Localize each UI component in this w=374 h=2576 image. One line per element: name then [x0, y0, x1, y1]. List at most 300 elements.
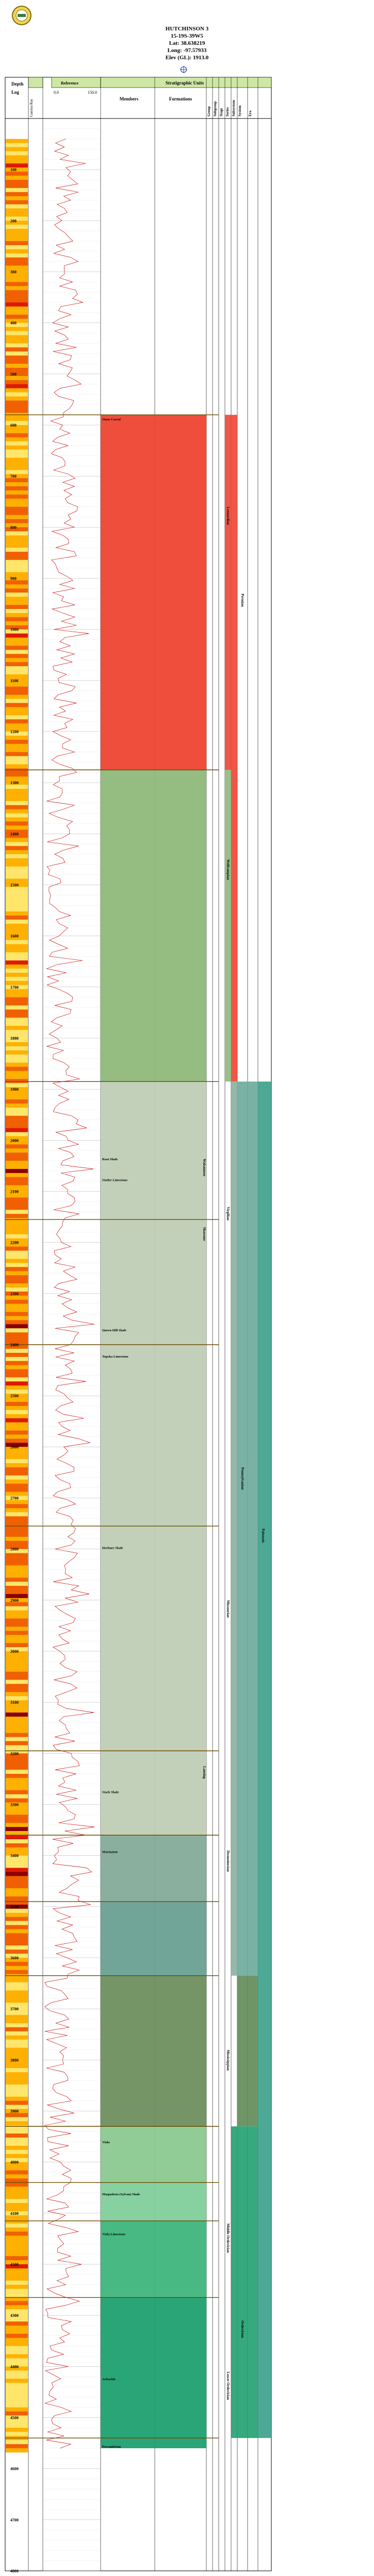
gamma-fill-2144: [6, 1214, 28, 1218]
formation-label-2: Lansing: [202, 1766, 206, 1779]
depth-label-400: 400: [10, 320, 17, 326]
gamma-fill-88: [6, 163, 28, 167]
gamma-fill-1168: [6, 715, 28, 719]
gamma-fill-2632: [6, 1463, 28, 1467]
gamma-fill-2544: [6, 1418, 28, 1422]
gamma-fill-3344: [6, 1827, 28, 1831]
gamma-fill-1960: [6, 1120, 28, 1124]
gamma-fill-4336: [6, 2334, 28, 2338]
gamma-fill-1984: [6, 1132, 28, 1136]
gamma-fill-3608: [6, 1962, 28, 1966]
gamma-fill-1912: [6, 1095, 28, 1099]
gamma-fill-1728: [6, 1002, 28, 1006]
gamma-fill-1560: [6, 916, 28, 920]
gamma-fill-1616: [6, 944, 28, 948]
gamma-fill-312: [6, 278, 28, 282]
gamma-fill-2904: [6, 1602, 28, 1606]
depth-label-2700: 2700: [10, 1496, 19, 1501]
gamma-fill-1232: [6, 748, 28, 752]
gamma-fill-1112: [6, 687, 28, 691]
rank-strip-6: [231, 2126, 258, 2438]
gamma-fill-920: [6, 588, 28, 592]
gamma-fill-3112: [6, 1708, 28, 1713]
depth-label-3400: 3400: [10, 1853, 19, 1858]
gamma-fill-1336: [6, 801, 28, 805]
gamma-fill-3632: [6, 1974, 28, 1978]
depth-label-4400: 4400: [10, 2364, 19, 2369]
gamma-fill-544: [6, 396, 28, 400]
formation-label-1: Shawnee: [202, 1227, 206, 1241]
gamma-fill-680: [6, 466, 28, 470]
series-label-3: Missourian: [226, 1600, 230, 1618]
gamma-fill-3720: [6, 2019, 28, 2023]
gamma-fill-1880: [6, 1079, 28, 1083]
gamma-fill-3680: [6, 1998, 28, 2003]
gamma-fill-1736: [6, 1006, 28, 1010]
gamma-fill-2480: [6, 1385, 28, 1389]
gamma-fill-1008: [6, 634, 28, 638]
gamma-fill-1352: [6, 809, 28, 814]
gamma-fill-2104: [6, 1193, 28, 1197]
gamma-fill-600: [6, 425, 28, 429]
gamma-fill-4080: [6, 2203, 28, 2207]
gamma-fill-2056: [6, 1169, 28, 1173]
well-latitude: Lat: 38.638219: [169, 40, 205, 46]
gamma-fill-792: [6, 523, 28, 527]
gamma-fill-1416: [6, 842, 28, 846]
gamma-fill-3472: [6, 1892, 28, 1896]
gamma-fill-2208: [6, 1247, 28, 1251]
members-header: Members: [119, 96, 139, 101]
gamma-fill-3064: [6, 1684, 28, 1688]
gamma-fill-2264: [6, 1275, 28, 1279]
gamma-fill-192: [6, 216, 28, 224]
depth-label-700: 700: [10, 474, 17, 479]
gamma-fill-2080: [6, 1181, 28, 1185]
gamma-fill-1056: [6, 658, 28, 662]
gr-max-label: 150.0: [88, 90, 97, 95]
gamma-fill-3144: [6, 1725, 28, 1729]
gamma-fill-4456: [6, 2395, 28, 2399]
rank-header-1: Subgroup: [213, 101, 217, 116]
gamma-fill-1216: [6, 740, 28, 744]
gamma-fill-3808: [6, 2064, 28, 2068]
depth-label-4700: 4700: [10, 2517, 19, 2522]
rank-header-5: System: [238, 105, 242, 116]
gamma-fill-2464: [6, 1377, 28, 1381]
gamma-fill-2728: [6, 1512, 28, 1516]
gamma-fill-3584: [6, 1950, 28, 1954]
gamma-fill-4232: [6, 2281, 28, 2285]
gamma-fill-184: [6, 212, 28, 216]
gamma-fill-904: [6, 580, 28, 584]
gamma-fill-1328: [6, 797, 28, 801]
gamma-fill-1512: [6, 891, 28, 895]
gamma-fill-376: [6, 311, 28, 315]
gamma-fill-2016: [6, 1148, 28, 1153]
gamma-fill-1280: [6, 772, 28, 776]
gamma-fill-776: [6, 515, 28, 519]
gamma-fill-4120: [6, 2224, 28, 2228]
gamma-fill-4448: [6, 2391, 28, 2395]
gamma-fill-848: [6, 552, 28, 556]
strat-unit-2: [101, 1081, 206, 1219]
depth-label-1100: 1100: [10, 678, 19, 683]
gamma-fill-2616: [6, 1455, 28, 1459]
gamma-fill-2576: [6, 1435, 28, 1439]
gamma-fill-616: [6, 433, 28, 437]
depth-label-1600: 1600: [10, 934, 19, 939]
gamma-fill-696: [6, 474, 28, 478]
gamma-fill-2032: [6, 1157, 28, 1161]
gamma-fill-1744: [6, 1009, 28, 1013]
gamma-fill-3328: [6, 1819, 28, 1823]
gamma-fill-1920: [6, 1099, 28, 1104]
gamma-fill-3376: [6, 1843, 28, 1848]
gamma-fill-2680: [6, 1488, 28, 1492]
gamma-fill-1448: [6, 858, 28, 862]
member-label-12: Precambrian: [102, 2445, 121, 2449]
gamma-fill-4112: [6, 2219, 28, 2224]
depth-label-2800: 2800: [10, 1547, 19, 1552]
gamma-fill-3624: [6, 1970, 28, 1974]
member-label-7: Marmaton: [102, 1850, 118, 1854]
gamma-fill-2304: [6, 1296, 28, 1300]
gamma-fill-1256: [6, 760, 28, 765]
rank-strip-4: [237, 1081, 258, 1975]
depth-label-1800: 1800: [10, 1036, 19, 1041]
gamma-fill-2864: [6, 1582, 28, 1586]
gamma-fill-2536: [6, 1414, 28, 1418]
gamma-fill-520: [6, 384, 28, 388]
gamma-fill-1304: [6, 785, 28, 789]
gamma-fill-800: [6, 527, 28, 531]
gamma-fill-1344: [6, 805, 28, 809]
gamma-fill-672: [6, 462, 28, 466]
gamma-fill-2376: [6, 1332, 28, 1336]
gamma-fill-2960: [6, 1631, 28, 1635]
gamma-fill-4480: [6, 2408, 28, 2412]
gamma-fill-2832: [6, 1565, 28, 1569]
depth-label-1700: 1700: [10, 985, 19, 990]
gamma-fill-3416: [6, 1864, 28, 1868]
gamma-fill-3312: [6, 1810, 28, 1815]
series-label-7: Lower Ordovician: [226, 2371, 230, 2400]
gamma-fill-3368: [6, 1839, 28, 1843]
gamma-fill-3464: [6, 1888, 28, 1892]
gamma-fill-1272: [6, 768, 28, 772]
gamma-fill-2944: [6, 1622, 28, 1626]
depth-label-600: 600: [10, 423, 17, 428]
gamma-fill-4512: [6, 2424, 28, 2428]
gamma-fill-1240: [6, 752, 28, 756]
gamma-fill-4384: [6, 2358, 28, 2362]
gamma-fill-2216: [6, 1251, 28, 1255]
depth-label-1300: 1300: [10, 781, 19, 786]
gamma-fill-224: [6, 233, 28, 237]
series-label-5: Mississippian: [226, 2049, 230, 2071]
gamma-fill-264: [6, 253, 28, 258]
gamma-fill-3712: [6, 2015, 28, 2019]
gamma-fill-2560: [6, 1427, 28, 1431]
gamma-fill-1480: [6, 875, 28, 879]
gamma-fill-296: [6, 270, 28, 274]
rank-strip-7: [258, 1081, 271, 2438]
gamma-fill-1040: [6, 650, 28, 654]
gamma-fill-2256: [6, 1271, 28, 1275]
gamma-fill-2248: [6, 1267, 28, 1271]
gamma-fill-3304: [6, 1806, 28, 1810]
gamma-fill-536: [6, 393, 28, 397]
gamma-fill-1904: [6, 1091, 28, 1095]
series-label-1: Wolfcampian: [226, 859, 230, 880]
gamma-fill-1624: [6, 948, 28, 952]
gamma-fill-3384: [6, 1848, 28, 1852]
depth-label-1500: 1500: [10, 883, 19, 888]
formation-label-0: Wabaunsee: [202, 1159, 206, 1177]
gamma-fill-1048: [6, 654, 28, 658]
depth-label-2600: 2600: [10, 1445, 19, 1450]
gamma-fill-3872: [6, 2097, 28, 2101]
gamma-fill-2176: [6, 1230, 28, 1234]
depth-label-200: 200: [10, 218, 17, 224]
gamma-fill-2416: [6, 1353, 28, 1357]
gamma-fill-632: [6, 442, 28, 446]
gamma-fill-2336: [6, 1312, 28, 1316]
gamma-fill-4544: [6, 2440, 28, 2444]
gamma-fill-2776: [6, 1537, 28, 1541]
gamma-fill-1136: [6, 699, 28, 703]
gamma-fill-2152: [6, 1218, 28, 1222]
gamma-fill-3856: [6, 2089, 28, 2093]
gamma-fill-240: [6, 241, 28, 245]
gamma-fill-3664: [6, 1990, 28, 1994]
gamma-fill-1520: [6, 895, 28, 899]
gamma-fill-480: [6, 364, 28, 368]
gamma-fill-288: [6, 266, 28, 270]
gamma-fill-2072: [6, 1177, 28, 1181]
gamma-fill-704: [6, 478, 28, 482]
gamma-fill-3008: [6, 1655, 28, 1659]
gamma-fill-1464: [6, 867, 28, 871]
member-label-10: Viola Limestone: [102, 2232, 126, 2236]
gamma-fill-1640: [6, 956, 28, 960]
rank-header-6: Era: [248, 110, 252, 116]
gamma-fill-120: [6, 180, 28, 184]
gamma-fill-176: [6, 209, 28, 213]
gamma-fill-1752: [6, 1013, 28, 1018]
gamma-fill-1160: [6, 711, 28, 715]
gamma-fill-744: [6, 499, 28, 503]
gamma-fill-320: [6, 282, 28, 286]
gamma-fill-112: [6, 176, 28, 180]
strat-unit-5: [101, 1526, 206, 1751]
depth-label-4500: 4500: [10, 2415, 19, 2420]
gamma-fill-3656: [6, 1987, 28, 1991]
well-name: HUTCHINSON 3: [165, 26, 209, 32]
gamma-fill-1584: [6, 928, 28, 932]
gamma-fill-3024: [6, 1664, 28, 1668]
gamma-fill-4184: [6, 2256, 28, 2260]
gamma-fill-280: [6, 262, 28, 266]
depth-label-3600: 3600: [10, 1956, 19, 1960]
gamma-fill-3176: [6, 1741, 28, 1745]
gamma-fill-2816: [6, 1557, 28, 1562]
gamma-fill-3232: [6, 1770, 28, 1774]
gamma-fill-64: [6, 151, 28, 155]
gamma-fill-3136: [6, 1721, 28, 1725]
gamma-fill-496: [6, 372, 28, 376]
gamma-fill-1680: [6, 977, 28, 981]
gamma-fill-4008: [6, 2166, 28, 2171]
gamma-fill-1528: [6, 899, 28, 903]
gamma-fill-1808: [6, 1042, 28, 1046]
gamma-fill-1712: [6, 993, 28, 997]
gamma-fill-1544: [6, 907, 28, 911]
gamma-fill-3768: [6, 2044, 28, 2048]
member-label-1: Root Shale: [102, 1158, 118, 1162]
gamma-fill-368: [6, 307, 28, 311]
rank-strip-3: [231, 1081, 237, 1975]
gamma-fill-328: [6, 286, 28, 290]
strat-unit-3: [101, 1219, 206, 1345]
gamma-fill-464: [6, 355, 28, 360]
gamma-fill-1080: [6, 670, 28, 674]
gamma-fill-3120: [6, 1713, 28, 1717]
gamma-fill-3280: [6, 1794, 28, 1799]
gamma-fill-4408: [6, 2370, 28, 2375]
gamma-fill-1536: [6, 903, 28, 907]
gamma-fill-1832: [6, 1055, 28, 1059]
gamma-fill-2784: [6, 1541, 28, 1545]
gamma-fill-3744: [6, 2031, 28, 2036]
gamma-fill-4104: [6, 2215, 28, 2219]
gr-min-label: 0.0: [54, 90, 59, 95]
strat-unit-7: [101, 1835, 206, 1902]
series-label-2: Virgilian: [226, 1207, 230, 1221]
gamma-fill-768: [6, 511, 28, 515]
gamma-fill-3816: [6, 2068, 28, 2072]
gamma-fill-2552: [6, 1422, 28, 1427]
gamma-fill-1024: [6, 641, 28, 646]
gamma-fill-2224: [6, 1255, 28, 1259]
gamma-fill-4528: [6, 2432, 28, 2436]
gamma-fill-3128: [6, 1717, 28, 1721]
gamma-fill-824: [6, 539, 28, 544]
depth-label-4000: 4000: [10, 2160, 19, 2165]
rank-header-2: Stage: [219, 108, 223, 116]
depth-label-3100: 3100: [10, 1700, 19, 1705]
gamma-fill-3840: [6, 2080, 28, 2084]
gamma-fill-4152: [6, 2240, 28, 2244]
gamma-fill-688: [6, 470, 28, 474]
gamma-fill-40: [6, 139, 28, 143]
rank-strip-1: [225, 770, 231, 1081]
depth-label-2400: 2400: [10, 1343, 19, 1347]
gamma-fill-1952: [6, 1116, 28, 1120]
gamma-fill-2720: [6, 1508, 28, 1512]
gamma-fill-2384: [6, 1336, 28, 1341]
system-label-1: Pennsylvanian: [240, 1467, 245, 1490]
gamma-fill-3848: [6, 2084, 28, 2089]
gamma-fill-432: [6, 339, 28, 343]
gamma-fill-336: [6, 290, 28, 294]
gamma-fill-832: [6, 544, 28, 548]
series-label-6: Middle Ordovician: [226, 2223, 230, 2253]
gamma-fill-968: [6, 613, 28, 617]
gamma-fill-1856: [6, 1067, 28, 1071]
gamma-fill-4224: [6, 2277, 28, 2281]
gamma-fill-3048: [6, 1676, 28, 1680]
gamma-fill-504: [6, 376, 28, 380]
gamma-fill-4040: [6, 2182, 28, 2187]
gamma-fill-168: [6, 205, 28, 209]
gamma-fill-216: [6, 229, 28, 233]
depth-label-2500: 2500: [10, 1394, 19, 1399]
gamma-fill-4432: [6, 2383, 28, 2387]
depth-label-4300: 4300: [10, 2313, 19, 2318]
gamma-fill-152: [6, 196, 28, 200]
gamma-fill-4048: [6, 2187, 28, 2191]
member-label-2: Stotler Limestone: [102, 1178, 128, 1182]
gamma-fill-1424: [6, 846, 28, 850]
gamma-fill-2736: [6, 1516, 28, 1520]
gamma-fill-3224: [6, 1766, 28, 1770]
gamma-fill-1128: [6, 695, 28, 699]
gamma-fill-2664: [6, 1480, 28, 1484]
gamma-fill-3904: [6, 2113, 28, 2117]
gamma-fill-952: [6, 605, 28, 609]
gamma-fill-3752: [6, 2036, 28, 2040]
gamma-fill-2120: [6, 1201, 28, 1206]
gamma-fill-2848: [6, 1573, 28, 1578]
rank-strip-5: [237, 1976, 258, 2127]
gamma-fill-3448: [6, 1880, 28, 1884]
gamma-fill-3440: [6, 1876, 28, 1880]
gamma-fill-1672: [6, 973, 28, 977]
gamma-fill-664: [6, 457, 28, 462]
gamma-fill-840: [6, 548, 28, 552]
gamma-fill-4144: [6, 2235, 28, 2240]
gamma-fill-4328: [6, 2330, 28, 2334]
gamma-fill-3824: [6, 2072, 28, 2076]
gamma-fill-1632: [6, 952, 28, 956]
gamma-fill-728: [6, 490, 28, 495]
gamma-fill-736: [6, 495, 28, 499]
gamma-fill-3432: [6, 1872, 28, 1876]
gamma-fill-512: [6, 380, 28, 384]
gamma-fill-640: [6, 446, 28, 450]
gamma-fill-4056: [6, 2191, 28, 2195]
gamma-fill-48: [6, 143, 28, 147]
gamma-fill-864: [6, 560, 28, 564]
gamma-fill-392: [6, 319, 28, 323]
gamma-fill-1144: [6, 703, 28, 707]
gamma-fill-2352: [6, 1320, 28, 1324]
gamma-fill-1608: [6, 940, 28, 944]
gamma-fill-408: [6, 327, 28, 331]
member-label-0: Stone Corral: [102, 418, 121, 422]
gamma-fill-3032: [6, 1668, 28, 1672]
gamma-fill-3264: [6, 1786, 28, 1790]
gamma-fill-488: [6, 368, 28, 372]
gamma-fill-3832: [6, 2076, 28, 2080]
gamma-fill-856: [6, 556, 28, 560]
gamma-fill-3704: [6, 2011, 28, 2015]
gamma-fill-1720: [6, 997, 28, 1002]
gamma-fill-3072: [6, 1688, 28, 1692]
depth-label-2200: 2200: [10, 1240, 19, 1245]
